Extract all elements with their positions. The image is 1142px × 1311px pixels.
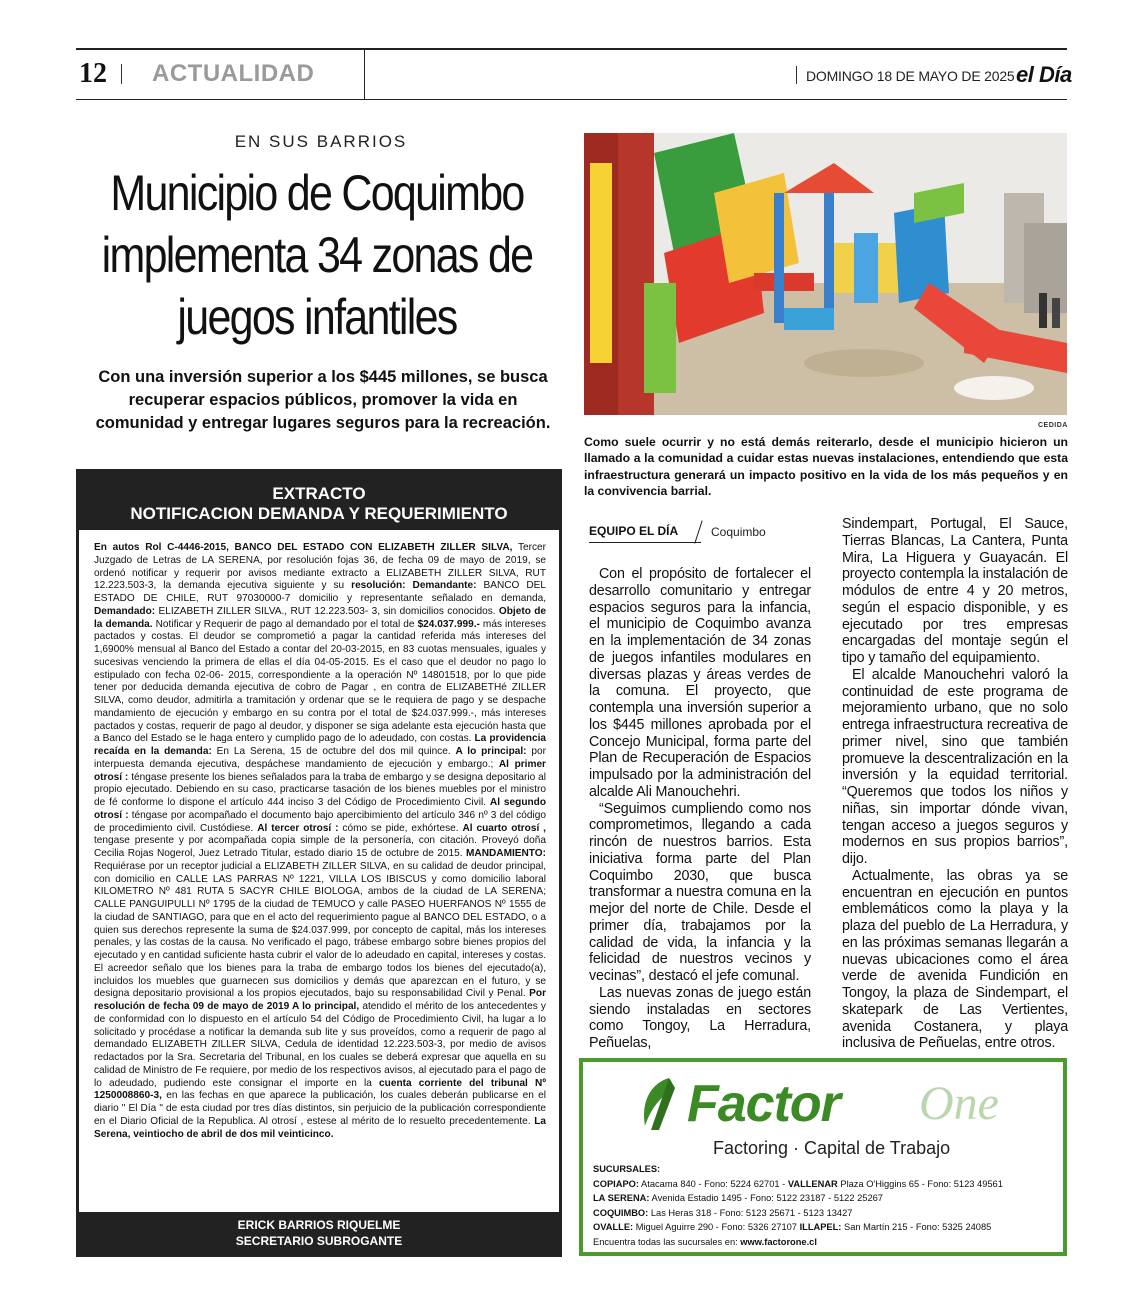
notice-heading-line1: EXTRACTO — [272, 484, 366, 503]
text-run: BANCO DEL ESTADO DE CHILE, RUT 97030000-7 domicilio y representante señalado en demanda, — [94, 580, 546, 604]
bold-text-run: La providencia recaída en la demanda: — [94, 733, 546, 757]
byline-slash — [694, 520, 702, 543]
bold-text-run: La Serena, veintiocho de abril de dos mil veinticinco. — [94, 1115, 546, 1140]
article-lead: Con una inversión superior a los $445 millones, se busca recuperar espacios públicos, promover la vida en comunidad y entregar lugares seguros para la recreación. — [95, 368, 551, 432]
header-bottom-rule — [76, 99, 1067, 100]
article-title: Municipio de Coquimbo implementa 34 zonas de juegos infantiles — [101, 165, 533, 345]
photo-credit: CEDIDA — [1038, 422, 1068, 429]
text-run: en las fechas en que aparece la publicación, los cuales deberán publicarse en el diario " El Día " de esta ciudad por tres días distintos, sin perjuicio de la publicación correspondiente en el Diario Oficial de la Republica. Al otrosí , estese al mérito de lo resuelto precedentemente. — [94, 1090, 546, 1127]
ad-tagline: Factoring · Capital de Trabajo — [713, 1138, 951, 1158]
bold-text-run: Al segundo otrosí : — [94, 797, 546, 821]
notice-body — [94, 542, 546, 1141]
text-run: Las Heras 318 - Fono: 5123 25671 - 5123 13427 — [648, 1207, 853, 1218]
date-separator — [796, 66, 797, 84]
website-prefix: Encuentra todas las sucursales en: — [593, 1236, 741, 1247]
article-kicker: EN SUS BARRIOS — [234, 132, 408, 151]
signer-name: ERICK BARRIOS RIQUELME — [237, 1218, 401, 1232]
article-paragraph: Las nuevas zonas de juego están siendo instaladas en sectores como Tongoy, La Herradura, Peñuelas, — [589, 984, 811, 1051]
text-run: atendido el mérito de los antecedentes y de conformidad con lo dispuesto en el artículo 54 del Código de Procedimiento Civil, ha lugar a lo solicitado y procédase a notificar la demanda sub lite y sus proveídos, como a requerir de pago al demandado ELIZABETH ZILLER SILVA, Cedula de identidad 12.223.503-3, por medio de avisos redactados por la Sra. Secretaria del Tribunal, en los cuales se deberá expresar que aquella en su calidad de Ministro de Fe requiere, por medio de los respectivos avisos, al ejecutado para el pago de lo adeudado, pudiendo este consignar el importe en la — [94, 1001, 546, 1089]
notice-heading — [79, 472, 559, 530]
ad-logo-text: Factor — [687, 1075, 840, 1133]
bold-text-run: Demandado: — [94, 605, 156, 617]
byline-rule — [589, 542, 701, 543]
branch-line — [593, 1220, 1063, 1235]
legal-notice — [76, 469, 562, 1257]
notice-heading-line2: NOTIFICACION DEMANDA Y REQUERIMIENTO — [130, 504, 508, 523]
bold-text-run: VALLENAR — [787, 1178, 838, 1189]
byline-team: EQUIPO EL DÍA — [589, 524, 679, 538]
bold-text-run: $24.037.999.- — [417, 618, 480, 630]
bold-text-run: ILLAPEL: — [799, 1222, 842, 1233]
bold-text-run: Al primer otrosí : — [94, 758, 546, 783]
bold-text-run: LA SERENA: — [593, 1193, 650, 1204]
text-run: Notificar y Requerir de pago al demandado por el total de — [152, 618, 418, 630]
ad-branches — [593, 1162, 1063, 1250]
page-number: 12 — [79, 58, 107, 89]
bold-text-run: Al tercer otrosí : — [257, 822, 339, 834]
playground-photo-illustration — [584, 133, 1067, 415]
text-run: más intereses pactados y costas. El deudor se comprometió a pagar la cantidad referida más intereses del 1,6900% mensual al Banco del Estado a contar del 20-03-2015, en 83 cuotas mensuales, iguales y sucesivas venciendo la primera de ellas el día 04-05-2015. Es el caso que el deudor no pago lo estipulado con fecha 02-06- 2015, correspondiente a la operación Nº 14801518, por lo que pide tener por deducida demanda ejecutiva de cobro de Pagar , en contra de ELIZABETHé ZILLER SILVA, como deudor, admitirla a tramitación y ordenar que se le requiera de pago y se despache mandamiento de ejecución y embargo en su contra por el total de $24.037.999.-, más intereses pactados y costas, requerir de pago al deudor, y disponer se siga adelante esta ejecución hasta que a Banco del Estado se le haga entero y cumplido pago de lo adeudado, con costas. — [94, 618, 546, 745]
text-run: Miguel Aguirre 290 - Fono: 5326 27107 — [633, 1222, 800, 1233]
article-paragraph: El alcalde Manouchehri valoró la continuidad de este programa de mejoramiento urbano, que no solo entrega infraestructura recreativa de primer nivel, sino que también promueve la descentralización en la inversión y la equidad territorial. “Queremos que todos los niños y niñas, sin importar dónde vivan, tengan acceso a juegos seguros y modernos en sus propios barrios”, dijo. — [842, 666, 1068, 867]
bold-text-run: Al cuarto otrosí , — [462, 822, 546, 834]
text-run: ELIZABETH ZILLER SILVA., RUT 12.223.503- 3, sin domicilios conocidos. — [155, 605, 499, 617]
text-run: Plaza O'Higgins 65 - Fono: 5123 49561 — [837, 1178, 1003, 1189]
branch-line — [593, 1177, 1063, 1192]
article-photo — [584, 133, 1067, 415]
text-run: Requiérase por un receptor judicial a ELIZABETH ZILLER SILVA, en su calidad de deudor principal, con domicilio en CALLE LAS PARRAS Nº 1221, VILLA LOS IBISCUS y como domicilio laboral KILOMETRO Nº 481 RUTA 5 SACYR CHILE BIOLOGA, ambos de la ciudad de LA SERENA; CALLE PANGUIPULLI Nº 1795 de la ciudad de TEMUCO y calle PASEO HUERFANOS Nº 1555 de la ciudad de SANTIAGO, para que en el acto del requerimiento pague al BANCO DEL ESTADO, o a quien sus derechos represente la suma de $24.037.999, por concepto de capital, más los intereses penales, y las costas de la causa. No verificado el pago, trábese embargo sobre bienes propios del ejecutado y en cantidad suficiente hasta cubrir el valor de lo adeudado en capital, intereses y costas. El acreedor señalo que los bienes para la traba de embargo todos los bienes del ejecutado(a), incluidos los muebles que guarnecen sus domicilios y demás que aparezcan en el futuro, y se designa depositario provisional a los propios ejecutados, bajo su responsabilidad Civil y Penal. — [94, 860, 546, 1000]
newspaper-brand: el Día — [1016, 62, 1072, 87]
text-run: Atacama 840 - Fono: 5224 62701 - — [638, 1178, 788, 1189]
text-run: téngase por acompañado el documento bajo apercibimiento del artículo 346 nº 3 del código de procedimiento civil. Custódiese. — [94, 809, 546, 834]
bold-text-run: COQUIMBO: — [593, 1207, 649, 1218]
signer-title: SECRETARIO SUBROGANTE — [235, 1234, 403, 1248]
text-run: Avenida Estadio 1495 - Fono: 5122 23187 - 5122 25267 — [649, 1193, 883, 1204]
header-divider — [364, 50, 365, 99]
bold-text-run: COPIAPO: — [593, 1178, 639, 1189]
byline-city: Coquimbo — [711, 525, 766, 539]
bold-text-run: A lo principal: — [455, 746, 527, 757]
bold-text-run: resolución: Demandante: — [351, 580, 477, 592]
bold-text-run: MANDAMIENTO: — [466, 848, 546, 859]
article-column-2 — [842, 516, 1068, 1052]
article-paragraph: Con el propósito de fortalecer el desarrollo comunitario y entregar espacios seguros para la infancia, el municipio de Coquimbo avanza en la implementación de 34 zonas de juegos infantiles modulares en diversas plazas y áreas verdes de la comuna. El proyecto, que contempla una inversión superior a los $445 millones aprobada por el Concejo Municipal, forma parte del Plan de Recuperación de Espacios impulsado por la administración del alcalde Ali Manouchehri. — [589, 566, 811, 800]
bold-text-run: Por resolución de fecha 09 de mayo de 2019 A lo principal, — [94, 988, 546, 1012]
article-column-1 — [589, 566, 811, 1052]
ad-website-link[interactable]: www.factorone.cl — [740, 1236, 817, 1247]
section-name: ACTUALIDAD — [152, 60, 315, 87]
branch-line — [593, 1206, 1063, 1221]
text-run: por interpuesta demanda ejecutiva, despáchese mandamiento de ejecución y embargo.; — [94, 746, 546, 770]
text-run: cómo se pide, exhórtese. — [338, 822, 463, 834]
header-top-rule — [76, 48, 1067, 50]
text-run: San Martín 215 - Fono: 5325 24085 — [841, 1222, 992, 1233]
text-run: tengase presente y por acompañada copia simple de la personería, con citación. Proveyó doña Cecilia Rojas Nogerol, Juez Letrado Titular, estado diario 15 de octubre de 2015. — [94, 835, 546, 859]
issue-date: DOMINGO 18 DE MAYO DE 2025 — [806, 68, 1015, 84]
bold-text-run: En autos Rol C-4446-2015, BANCO DEL ESTADO CON ELIZABETH ZILLER SILVA, — [94, 542, 513, 553]
branches-label: SUCURSALES: — [593, 1164, 661, 1174]
article-paragraph: Sindempart, Portugal, El Sauce, Tierras Blancas, La Cantera, Punta Mira, La Higuera y Guayacán. El proyecto contempla la instalación de módulos de entre 4 y 20 metros, según el espacio disponible, y es ejecutado por tres empresas encargadas del montaje según el tipo y tamaño del equipamiento. — [842, 516, 1068, 666]
article-paragraph: Actualmente, las obras ya se encuentran en ejecución en puntos emblemáticos como la playa y la plaza del pueblo de La Herradura, y en las próximas semanas llegarán a nuevas ubicaciones como el área verde de avenida Fundición en Tongoy, la plaza de Sindempart, el skatepark de Las Vertientes, avenida Costanera, y playa inclusiva de Peñuelas, entre otros. — [842, 867, 1068, 1052]
text-run: téngase presente los bienes señalados para la traba de embargo y se designa depositario al propio ejecutado. Debiendo en su caso, practicarse tasación de los bienes muebles por el ministro de fé conforme lo dispone el artículo 444 inciso 3 del Código de Procedimiento Civil. — [94, 771, 546, 808]
text-run: En La Serena, 15 de octubre del dos mil quince. — [211, 746, 456, 757]
bold-text-run: cuenta corriente del tribunal Nº 1250008860-3, — [94, 1077, 547, 1102]
bold-text-run: Objeto de la demanda. — [94, 605, 546, 630]
text-run: Tercer Juzgado de Letras de LA SERENA, por resolución fojas 36, de fecha 09 de mayo de 2019, se ordenó notificar y requerir por avisos mediante extracto a ELIZABETH ZILLER SILVA, RUT 12.223.503-3, la demanda ejecutiva siguiente y su — [94, 542, 547, 592]
photo-caption: Como suele ocurrir y no está demás reiterarlo, desde el municipio hicieron un llamado a la comunidad a cuidar estas nuevas instalaciones, entendiendo que esta infraestructura generará un impacto positivo en la vida de los más pequeños y en la convivencia barrial. — [584, 435, 1068, 498]
notice-signature — [79, 1212, 559, 1254]
article-paragraph: “Seguimos cumpliendo como nos comprometimos, llegando a cada rincón de nuestros barrios. Esta iniciativa forma parte del Plan Coquimbo 2030, que busca transformar a nuestra comuna en la mejor del norte de Chile. Desde el primer día, trabajamos por la calidad de vida, la infancia y la felicidad de nuestros vecinos y vecinas”, destacó el jefe comunal. — [589, 800, 811, 984]
bold-text-run: OVALLE: — [593, 1222, 634, 1233]
factorone-ad[interactable] — [579, 1058, 1067, 1256]
header-separator — [121, 64, 122, 84]
ad-website-line — [593, 1235, 1063, 1250]
branch-line — [593, 1191, 1063, 1206]
ad-logo-suffix: One — [919, 1077, 999, 1130]
